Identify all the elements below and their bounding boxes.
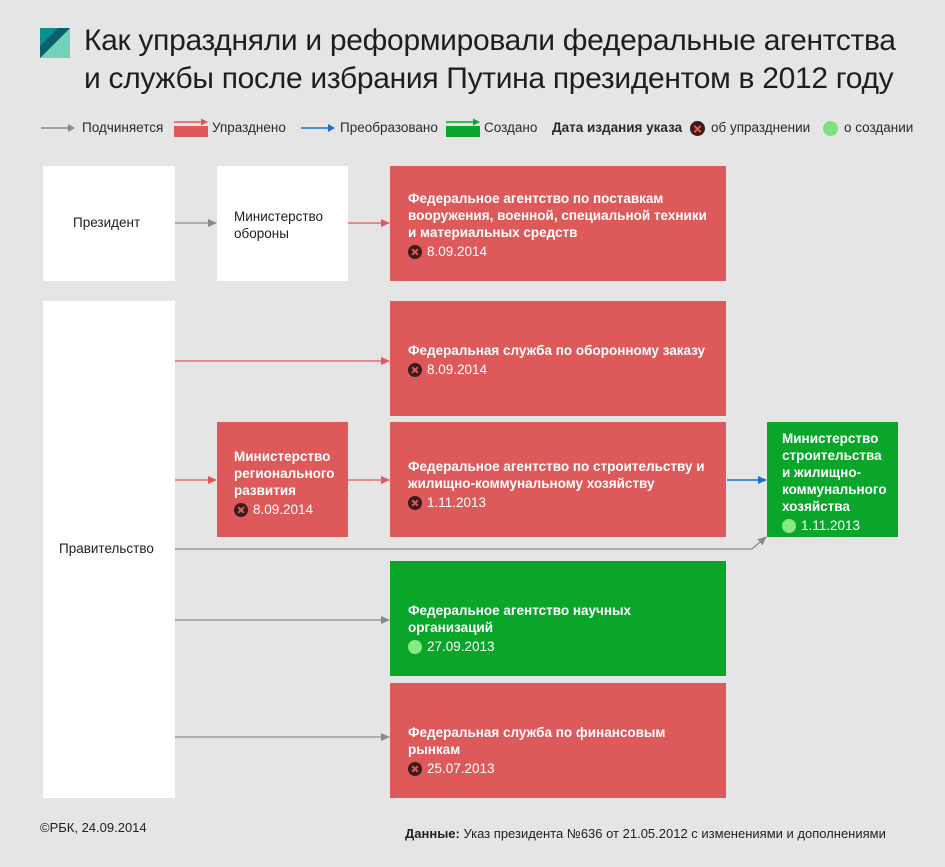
node-fa-construction	[390, 422, 726, 537]
node-fs-financial-markets	[390, 683, 726, 798]
abolition-mark-icon	[408, 496, 422, 510]
node-ministry-regional-development-label: Министерство регионального развития	[234, 449, 335, 498]
title-line-2: и службы после избрания Путина президентом в 2012 году	[84, 62, 894, 95]
abolition-date: 8.09.2014	[234, 501, 338, 518]
legend-created: Создано	[484, 120, 538, 135]
creation-mark-icon	[408, 640, 422, 654]
abolition-mark-icon	[408, 363, 422, 377]
legend-about-creation: о создании	[844, 120, 914, 135]
title-line-1: Как упраздняли и реформировали федеральные агентства	[84, 24, 896, 57]
legend-decree-date: Дата издания указа	[552, 120, 683, 135]
node-fa-construction-label: Федеральное агентство по строительству и жилищно-коммунальному хозяйству	[408, 459, 705, 491]
node-fa-scientific-organizations	[390, 561, 726, 676]
node-fs-defense-order	[390, 301, 726, 416]
abolition-date: 8.09.2014	[408, 243, 712, 260]
arrow-gov-minstroy	[175, 537, 766, 549]
node-ministry-regional-development	[217, 422, 348, 537]
node-ministry-of-defense-label: Министерство обороны	[234, 209, 324, 241]
abolition-mark-icon	[234, 503, 248, 517]
credit: ©РБК, 24.09.2014	[40, 820, 147, 835]
creation-date: 27.09.2013	[408, 638, 712, 655]
node-fa-supply-label: Федеральное агентство по поставкам вооружения, военной, специальной техники и материальных средств	[408, 191, 707, 240]
red-arrow-icon	[174, 118, 210, 138]
legend	[40, 118, 914, 140]
node-president	[43, 166, 175, 281]
abolition-mark-icon	[408, 245, 422, 259]
node-fs-financial-markets-label: Федеральная служба по финансовым рынкам	[408, 725, 666, 757]
abolition-date: 25.07.2013	[408, 760, 712, 777]
legend-transformed: Преобразовано	[340, 120, 438, 135]
rbc-logo-icon	[40, 28, 70, 58]
node-ministry-construction-label: Министерство строительства и жилищно-коммунального хозяйства	[782, 431, 887, 514]
source	[405, 826, 886, 841]
abolition-mark-icon	[408, 762, 422, 776]
node-government	[43, 301, 175, 798]
node-fa-supply	[390, 166, 726, 281]
green-arrow-icon	[446, 118, 482, 138]
abolition-date: 1.11.2013	[408, 494, 712, 511]
node-president-label: Президент	[73, 215, 141, 230]
creation-mark-icon	[782, 519, 796, 533]
node-fa-scientific-organizations-label: Федеральное агентство научных организаций	[408, 603, 632, 635]
source-label: Данные:	[405, 826, 460, 841]
legend-about-abolition: об упразднении	[711, 120, 811, 135]
abolition-date: 8.09.2014	[408, 361, 712, 378]
abolition-mark-icon	[690, 121, 705, 136]
creation-mark-icon	[823, 121, 838, 136]
node-ministry-construction	[767, 422, 898, 537]
page-title	[84, 22, 896, 98]
node-ministry-of-defense	[217, 166, 348, 281]
source-text: Указ президента №636 от 21.05.2012 с изменениями и дополнениями	[463, 826, 886, 841]
blue-arrow-icon	[300, 121, 336, 135]
creation-date: 1.11.2013	[782, 517, 892, 534]
node-fs-defense-order-label: Федеральная служба по оборонному заказу	[408, 343, 706, 358]
legend-subordinate: Подчиняется	[82, 120, 164, 135]
legend-abolished: Упразднено	[212, 120, 286, 135]
gray-arrow-icon	[40, 121, 76, 135]
node-government-label: Правительство	[59, 541, 154, 556]
